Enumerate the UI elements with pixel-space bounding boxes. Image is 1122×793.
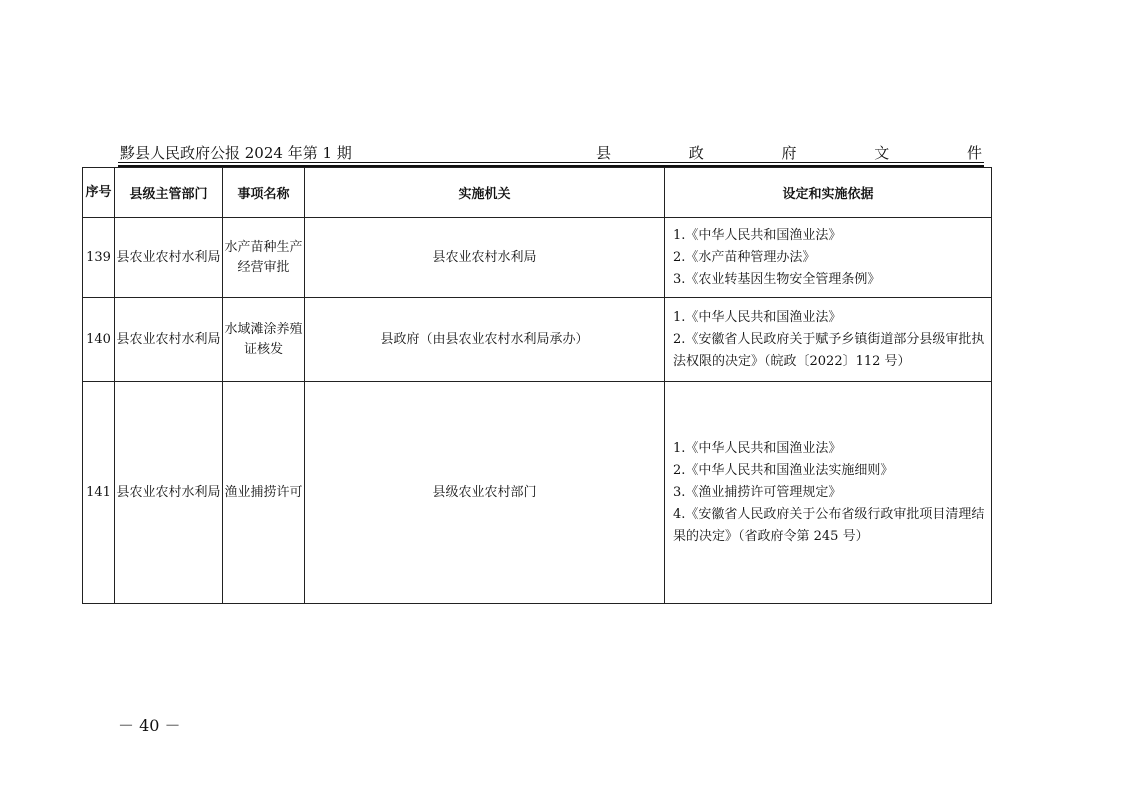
cell-item: 渔业捕捞许可 — [223, 382, 305, 604]
gazette-title: 黟县人民政府公报 2024 年第 1 期 — [120, 144, 352, 162]
cell-item: 水产苗种生产经营审批 — [223, 218, 305, 298]
basis-line: 1.《中华人民共和国渔业法》 — [673, 440, 842, 456]
page-header — [118, 140, 984, 166]
col-header-seq: 序号 — [83, 168, 115, 218]
administrative-matters-table — [82, 167, 992, 604]
cell-department: 县农业农村水利局 — [115, 218, 223, 298]
col-header-basis: 设定和实施依据 — [665, 168, 992, 218]
cell-basis — [665, 218, 992, 298]
basis-line: 4.《安徽省人民政府关于公布省级行政审批项目清理结果的决定》（省政府令第 245 号） — [673, 506, 985, 544]
table-header-row — [83, 168, 992, 218]
header-rule-thin — [118, 162, 984, 163]
col-header-department: 县级主管部门 — [115, 168, 223, 218]
category-char: 政 — [688, 144, 704, 162]
basis-line: 3.《渔业捕捞许可管理规定》 — [673, 484, 842, 500]
cell-basis — [665, 298, 992, 382]
cell-seq: 139 — [83, 218, 115, 298]
col-header-item: 事项名称 — [223, 168, 305, 218]
cell-seq: 141 — [83, 382, 115, 604]
col-header-agency: 实施机关 — [305, 168, 665, 218]
basis-line: 1.《中华人民共和国渔业法》 — [673, 227, 842, 243]
cell-item: 水域滩涂养殖证核发 — [223, 298, 305, 382]
cell-department: 县农业农村水利局 — [115, 382, 223, 604]
category-char: 府 — [781, 144, 797, 162]
cell-seq: 140 — [83, 298, 115, 382]
basis-line: 3.《农业转基因生物安全管理条例》 — [673, 271, 881, 287]
basis-line: 2.《水产苗种管理办法》 — [673, 249, 816, 265]
cell-agency: 县级农业农村部门 — [305, 382, 665, 604]
basis-line: 2.《中华人民共和国渔业法实施细则》 — [673, 462, 894, 478]
basis-line: 1.《中华人民共和国渔业法》 — [673, 309, 842, 325]
table-row — [83, 218, 992, 298]
page-number: － 40 － — [118, 716, 181, 735]
cell-department: 县农业农村水利局 — [115, 298, 223, 382]
table-row — [83, 382, 992, 604]
category-char: 件 — [966, 144, 982, 162]
cell-agency: 县政府（由县农业农村水利局承办） — [305, 298, 665, 382]
document-category — [596, 142, 982, 163]
basis-line: 2.《安徽省人民政府关于赋予乡镇街道部分县级审批执法权限的决定》（皖政〔2022〕112 号） — [673, 331, 985, 369]
category-char: 文 — [874, 144, 890, 162]
table-row — [83, 298, 992, 382]
category-char: 县 — [596, 144, 612, 162]
cell-basis — [665, 382, 992, 604]
cell-agency: 县农业农村水利局 — [305, 218, 665, 298]
